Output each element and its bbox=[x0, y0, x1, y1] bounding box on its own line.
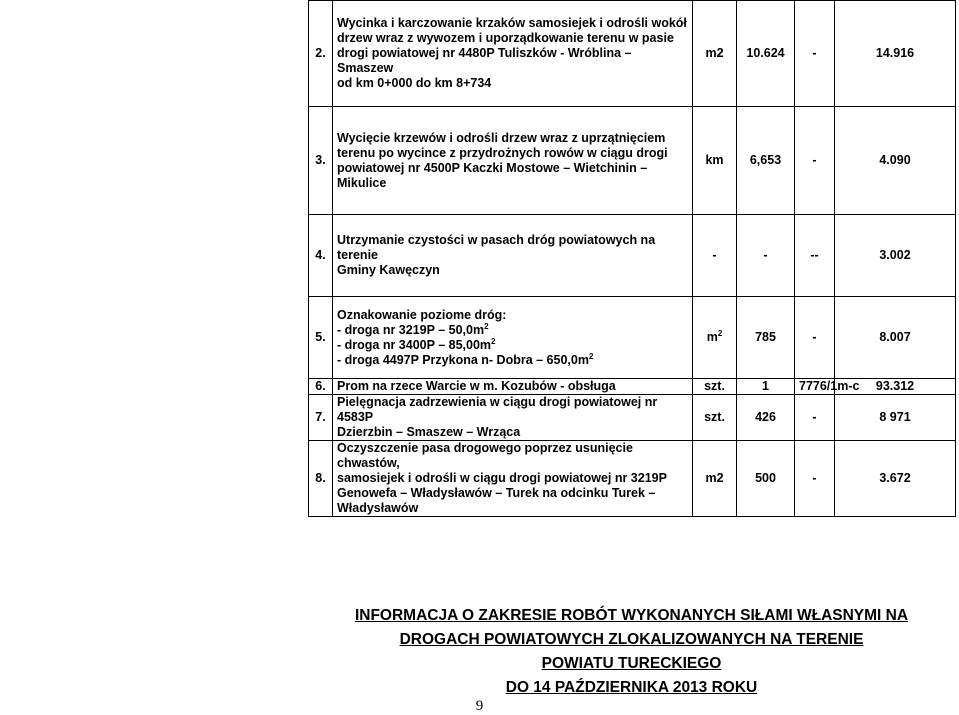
heading-line: POWIATU TURECKIEGO bbox=[541, 655, 722, 672]
heading-line: DROGACH POWIATOWYCH ZLOKALIZOWANYCH NA TERENIE bbox=[399, 631, 864, 648]
row-number: 8. bbox=[309, 441, 333, 517]
row-quantity: - bbox=[737, 215, 795, 297]
row-rate: - bbox=[795, 107, 835, 215]
description-line: Dzierzbin – Smaszew – Wrząca bbox=[337, 425, 521, 439]
description-line: drogi powiatowej nr 4480P Tuliszków - Wróblina – Smaszew bbox=[337, 46, 632, 75]
table-row bbox=[309, 441, 956, 517]
heading-line: DO 14 PAŹDZIERNIKA 2013 ROKU bbox=[505, 679, 758, 696]
row-rate: - bbox=[795, 1, 835, 107]
heading-line: INFORMACJA O ZAKRESIE ROBÓT WYKONANYCH SIŁAMI WŁASNYMI NA bbox=[354, 607, 909, 624]
superscript-2: 2 bbox=[588, 351, 594, 361]
row-number: 4. bbox=[309, 215, 333, 297]
row-number: 7. bbox=[309, 395, 333, 441]
table-row bbox=[309, 395, 956, 441]
row-description bbox=[333, 1, 693, 107]
description-line: Oznakowanie poziome dróg: bbox=[337, 307, 507, 322]
description-line: samosiejek i odrośli w ciągu drogi powiatowej nr 3219P bbox=[337, 471, 667, 485]
description-line: Pielęgnacja zadrzewienia w ciągu drogi powiatowej nr 4583P bbox=[337, 395, 658, 424]
row-rate: - bbox=[795, 441, 835, 517]
section-heading bbox=[308, 604, 955, 700]
description-line: Oczyszczenie pasa drogowego poprzez usunięcie chwastów, bbox=[337, 441, 633, 470]
description-line: Genowefa – Władysławów – Turek na odcinku Turek – bbox=[337, 486, 656, 500]
description-line bbox=[337, 353, 688, 368]
description-line: Wycinka i karczowanie krzaków samosiejek i odrośli wokół bbox=[337, 16, 687, 30]
row-number: 6. bbox=[309, 379, 333, 395]
superscript-2: 2 bbox=[484, 321, 489, 331]
table-row bbox=[309, 215, 956, 297]
description-line bbox=[337, 323, 688, 338]
row-unit: szt. bbox=[693, 379, 737, 395]
row-quantity: 500 bbox=[737, 441, 795, 517]
row-quantity: 6,653 bbox=[737, 107, 795, 215]
row-quantity: 1 bbox=[737, 379, 795, 395]
table-row bbox=[309, 379, 956, 395]
description-line bbox=[337, 338, 688, 353]
row-description bbox=[333, 107, 693, 215]
description-line: Wycięcie krzewów i odrośli drzew wraz z uprzątnięciem bbox=[337, 130, 666, 145]
row-number: 3. bbox=[309, 107, 333, 215]
row-quantity: 426 bbox=[737, 395, 795, 441]
description-text: - droga nr 3400P – 85,00m bbox=[337, 337, 492, 352]
table-row bbox=[309, 107, 956, 215]
description-line: powiatowej nr 4500P Kaczki Mostowe – Wietchinin – Mikulice bbox=[337, 160, 648, 190]
superscript-2: 2 bbox=[717, 328, 723, 338]
description-line: terenu po wycince z przydrożnych rowów w ciągu drogi bbox=[337, 145, 668, 160]
description-line: drzew wraz z wywozem i uporządkowanie terenu w pasie bbox=[337, 31, 674, 45]
row-number: 2. bbox=[309, 1, 333, 107]
row-rate: 7776/1m-c bbox=[795, 379, 835, 395]
description-line: Gminy Kawęczyn bbox=[337, 263, 440, 277]
row-description bbox=[333, 379, 693, 395]
row-unit: - bbox=[693, 215, 737, 297]
row-value: 3.002 bbox=[835, 215, 956, 297]
row-value: 3.672 bbox=[835, 441, 956, 517]
description-line: Władysławów bbox=[337, 501, 419, 515]
description-text: - droga 4497P Przykona n- Dobra – 650,0m bbox=[337, 352, 589, 367]
row-value: 4.090 bbox=[835, 107, 956, 215]
page-number: 9 bbox=[475, 698, 484, 714]
table-row bbox=[309, 1, 956, 107]
row-rate: - bbox=[795, 395, 835, 441]
row-value: 14.916 bbox=[835, 1, 956, 107]
row-unit bbox=[693, 297, 737, 379]
row-description bbox=[333, 297, 693, 379]
row-rate: -- bbox=[795, 215, 835, 297]
row-description bbox=[333, 395, 693, 441]
row-rate: - bbox=[795, 297, 835, 379]
row-unit: km bbox=[693, 107, 737, 215]
works-table bbox=[308, 0, 956, 517]
row-description bbox=[333, 441, 693, 517]
row-unit: szt. bbox=[693, 395, 737, 441]
row-quantity: 785 bbox=[737, 297, 795, 379]
table-row bbox=[309, 297, 956, 379]
row-quantity: 10.624 bbox=[737, 1, 795, 107]
description-line: Utrzymanie czystości w pasach dróg powiatowych na terenie bbox=[337, 233, 656, 262]
row-number: 5. bbox=[309, 297, 333, 379]
row-unit: m2 bbox=[693, 441, 737, 517]
unit-text: m bbox=[706, 330, 718, 344]
description-line: Prom na rzece Warcie w m. Kozubów - obsługa bbox=[337, 379, 616, 393]
row-value: 93.312 bbox=[835, 379, 956, 395]
row-value: 8 971 bbox=[835, 395, 956, 441]
row-value: 8.007 bbox=[835, 297, 956, 379]
row-unit: m2 bbox=[693, 1, 737, 107]
superscript-2: 2 bbox=[491, 336, 496, 346]
description-text: - droga nr 3219P – 50,0m bbox=[337, 322, 485, 337]
description-line: od km 0+000 do km 8+734 bbox=[337, 76, 492, 90]
row-description bbox=[333, 215, 693, 297]
